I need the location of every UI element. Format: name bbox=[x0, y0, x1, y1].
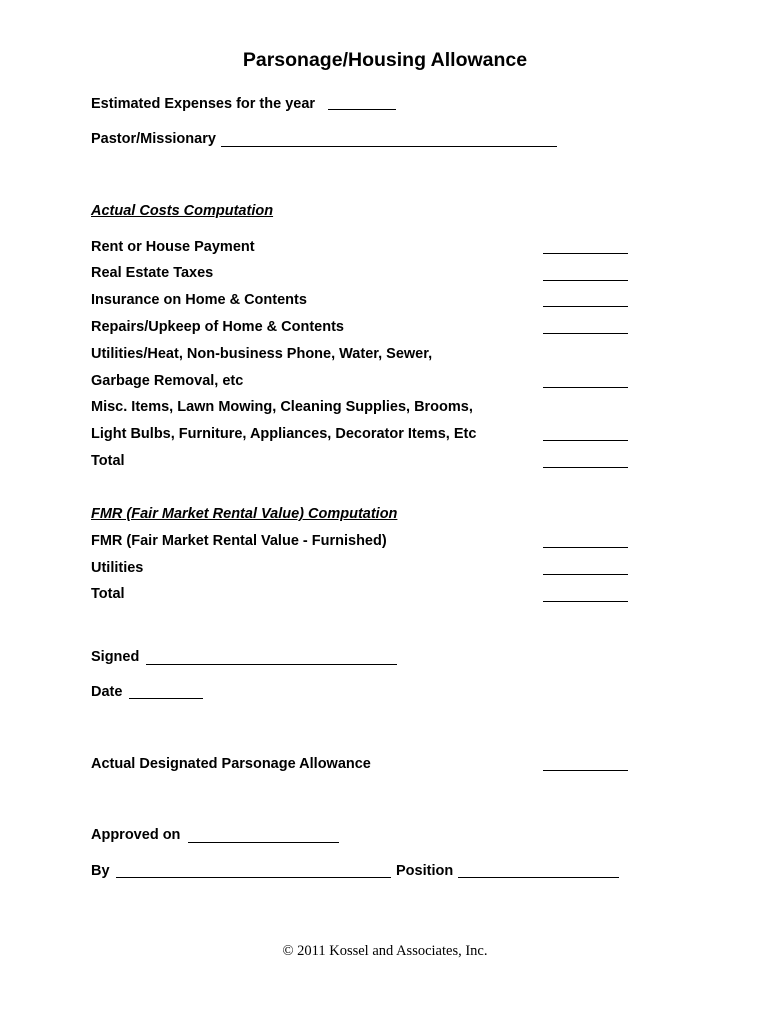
designated-allowance-amount-field[interactable] bbox=[543, 770, 628, 771]
pastor-missionary-field[interactable] bbox=[221, 146, 557, 147]
by-label: By bbox=[91, 863, 110, 879]
fmr-total-field[interactable] bbox=[543, 601, 628, 602]
repairs-label: Repairs/Upkeep of Home & Contents bbox=[91, 319, 344, 335]
misc-items-label-line2: Light Bulbs, Furniture, Appliances, Decorator Items, Etc bbox=[91, 426, 477, 442]
page-title: Parsonage/Housing Allowance bbox=[242, 49, 528, 71]
insurance-amount-field[interactable] bbox=[543, 306, 628, 307]
utilities-label-line2: Garbage Removal, etc bbox=[91, 373, 244, 389]
rent-amount-field[interactable] bbox=[543, 253, 628, 254]
fmr-utilities-amount-field[interactable] bbox=[543, 574, 628, 575]
approved-on-label: Approved on bbox=[91, 827, 181, 843]
actual-costs-total-label: Total bbox=[91, 453, 125, 469]
copyright-footer: © 2011 Kossel and Associates, Inc. bbox=[282, 943, 488, 959]
pastor-missionary-label: Pastor/Missionary bbox=[91, 131, 216, 147]
utilities-amount-field[interactable] bbox=[543, 387, 628, 388]
designated-allowance-label: Actual Designated Parsonage Allowance bbox=[91, 756, 371, 772]
estimated-expenses-label: Estimated Expenses for the year bbox=[91, 96, 316, 112]
real-estate-taxes-label: Real Estate Taxes bbox=[91, 265, 214, 281]
utilities-label-line1: Utilities/Heat, Non-business Phone, Water, Sewer, bbox=[91, 346, 433, 362]
rent-label: Rent or House Payment bbox=[91, 239, 255, 255]
estimated-expenses-year-field[interactable] bbox=[328, 109, 396, 110]
insurance-label: Insurance on Home & Contents bbox=[91, 292, 307, 308]
fmr-heading: FMR (Fair Market Rental Value) Computation bbox=[91, 506, 398, 522]
signed-label: Signed bbox=[91, 649, 140, 665]
repairs-amount-field[interactable] bbox=[543, 333, 628, 334]
date-label: Date bbox=[91, 684, 123, 700]
position-label: Position bbox=[396, 863, 454, 879]
fmr-total-label: Total bbox=[91, 586, 125, 602]
signed-field[interactable] bbox=[146, 664, 397, 665]
by-field[interactable] bbox=[116, 877, 391, 878]
real-estate-taxes-amount-field[interactable] bbox=[543, 280, 628, 281]
fmr-utilities-label: Utilities bbox=[91, 560, 144, 576]
actual-costs-heading: Actual Costs Computation bbox=[91, 203, 274, 219]
misc-items-label-line1: Misc. Items, Lawn Mowing, Cleaning Supplies, Brooms, bbox=[91, 399, 473, 415]
fmr-furnished-label: FMR (Fair Market Rental Value - Furnished) bbox=[91, 533, 387, 549]
actual-costs-total-field[interactable] bbox=[543, 467, 628, 468]
position-field[interactable] bbox=[458, 877, 619, 878]
date-field[interactable] bbox=[129, 698, 203, 699]
misc-items-amount-field[interactable] bbox=[543, 440, 628, 441]
approved-on-field[interactable] bbox=[188, 842, 339, 843]
fmr-furnished-amount-field[interactable] bbox=[543, 547, 628, 548]
